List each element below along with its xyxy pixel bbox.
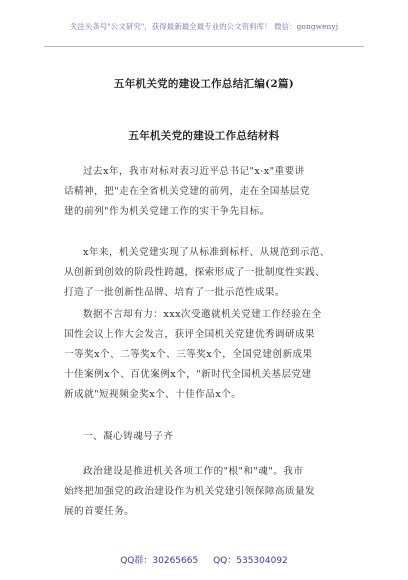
paragraph-line: 十佳案例x个、百优案例x个，"新时代全国机关基层党建	[64, 369, 312, 380]
paragraph-3	[64, 305, 354, 405]
paragraph-line: 打造了一批创新性品牌、培育了一批示范性成果。	[64, 287, 285, 298]
paragraph-line: 数据不言却有力：xxx次受邀就机关党建工作经验在全	[83, 309, 322, 320]
section-title: 五年机关党的建设工作总结材料	[128, 130, 280, 142]
subheading-text: 一、凝心铸魂号子齐	[83, 431, 174, 442]
paragraph-line: 始终把加强党的政治建设作为机关党建引领保障高质量发	[64, 486, 316, 497]
subheading-1	[64, 427, 354, 447]
paragraph-line: 政治建设是推进机关各项工作的"根"和"魂"。我市	[83, 466, 304, 477]
paragraph-line: 国性会议上作大会发言，获评全国机关党建优秀调研成果	[64, 329, 316, 340]
paragraph-line: 新成就"短视频金奖x个、十佳作品x个。	[64, 389, 242, 400]
paragraph-line: 建的前列"作为机关党建工作的实干争先目标。	[64, 206, 270, 217]
paragraph-line: 一等奖x个、二等奖x个、三等奖x个，全国党建创新成果	[64, 349, 313, 360]
paragraph-line: x年来，机关党建实现了从标准到标杆、从规范到示范、	[83, 247, 330, 258]
paragraph-4	[64, 462, 354, 522]
footer-qq-contact: QQ：535304092	[213, 556, 288, 566]
paragraph-line: 话精神，把"走在全省机关党建的前列，走在全国基层党	[64, 186, 310, 197]
page-footer	[0, 553, 408, 566]
paragraph-line: 从创新到创效的阶段性跨越，探索形成了一批制度性实践、	[64, 267, 326, 278]
document-title: 五年机关党的建设工作总结汇编(2篇)	[113, 78, 295, 90]
header-divider	[44, 46, 364, 47]
paragraph-2	[64, 243, 354, 303]
footer-qq-group: QQ群：30265665	[120, 556, 199, 566]
paragraph-line: 过去x年，我市对标对表习近平总书记"x·x"重要讲	[83, 166, 305, 177]
paragraph-line: 展的首要任务。	[64, 506, 135, 517]
promo-header-text: 关注头条号"公文研究"，获得最新最全最专业的公文资料库！ 微信：gongwenyj	[69, 22, 339, 31]
page-header	[0, 0, 408, 50]
paragraph-1	[64, 162, 354, 222]
